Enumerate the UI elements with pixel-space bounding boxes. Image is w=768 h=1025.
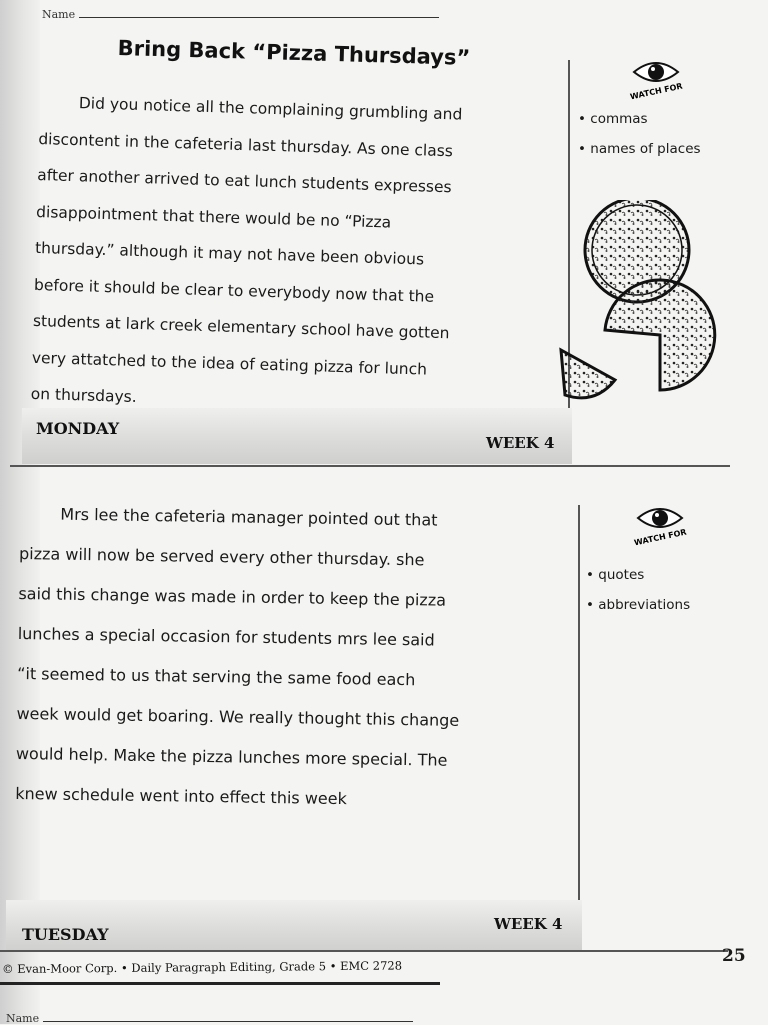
- tuesday-paragraph: [15, 494, 580, 823]
- watch-item: • names of places: [578, 134, 758, 164]
- paragraph-line: after another arrived to eat lunch students expresses: [37, 165, 452, 197]
- paragraph-line: would help. Make the pizza lunches more special. The: [15, 743, 448, 770]
- day-label: TUESDAY: [22, 925, 109, 944]
- paragraph-line: very attatched to the idea of eating pizza for lunch: [31, 348, 428, 379]
- name-label: Name: [42, 8, 76, 21]
- paragraph-line: disappointment that there would be no “Pizza: [35, 202, 392, 231]
- day-label: MONDAY: [36, 419, 120, 438]
- paragraph-line: Mrs lee the cafeteria manager pointed out that: [19, 503, 438, 530]
- watch-for-label: WATCH FOR: [629, 81, 684, 100]
- paragraph-line: on thursdays.: [30, 384, 137, 407]
- section-divider: [10, 465, 730, 467]
- monday-watch-for: [578, 50, 758, 164]
- watch-for-label: WATCH FOR: [633, 527, 688, 546]
- paragraph-line: pizza will now be served every other thursday. she: [18, 543, 425, 570]
- paragraph-line: lunches a special occasion for students mrs lee said: [17, 623, 435, 650]
- name-line: [42, 8, 439, 21]
- watch-item: • commas: [578, 104, 758, 134]
- week-label: WEEK 4: [494, 915, 563, 933]
- next-page-name-line: [6, 1012, 413, 1025]
- name-label: Name: [6, 1012, 40, 1025]
- eye-icon: [616, 50, 696, 100]
- watch-item: • abbreviations: [586, 590, 756, 620]
- week-label: WEEK 4: [486, 434, 555, 452]
- paragraph-line: Did you notice all the complaining grumbling and: [39, 92, 463, 124]
- page-number: 25: [722, 946, 746, 966]
- paragraph-line: before it should be clear to everybody now that the: [33, 275, 435, 306]
- paragraph-line: knew schedule went into effect this week: [15, 783, 347, 809]
- eye-icon: [620, 496, 700, 546]
- watch-item: • quotes: [586, 560, 756, 590]
- pizza-illustration: [555, 200, 720, 415]
- monday-paragraph: [30, 84, 463, 425]
- paragraph-line: thursday.” although it may not have been obvious: [34, 238, 425, 269]
- paragraph-line: week would get boaring. We really thought this change: [16, 703, 460, 730]
- paragraph-line: students at lark creek elementary school have gotten: [32, 311, 450, 343]
- section-divider: [0, 950, 728, 952]
- page-edge: [0, 982, 440, 985]
- page-title: Bring Back “Pizza Thursdays”: [117, 36, 471, 70]
- paragraph-line: said this change was made in order to keep the pizza: [18, 583, 447, 610]
- paragraph-line: “it seemed to us that serving the same food each: [17, 663, 416, 690]
- tuesday-watch-for: [586, 496, 756, 620]
- sidebar-divider: [578, 505, 580, 945]
- paragraph-line: discontent in the cafeteria last thursday. As one class: [38, 129, 454, 160]
- copyright-footer: © Evan-Moor Corp. • Daily Paragraph Editing, Grade 5 • EMC 2728: [2, 958, 403, 976]
